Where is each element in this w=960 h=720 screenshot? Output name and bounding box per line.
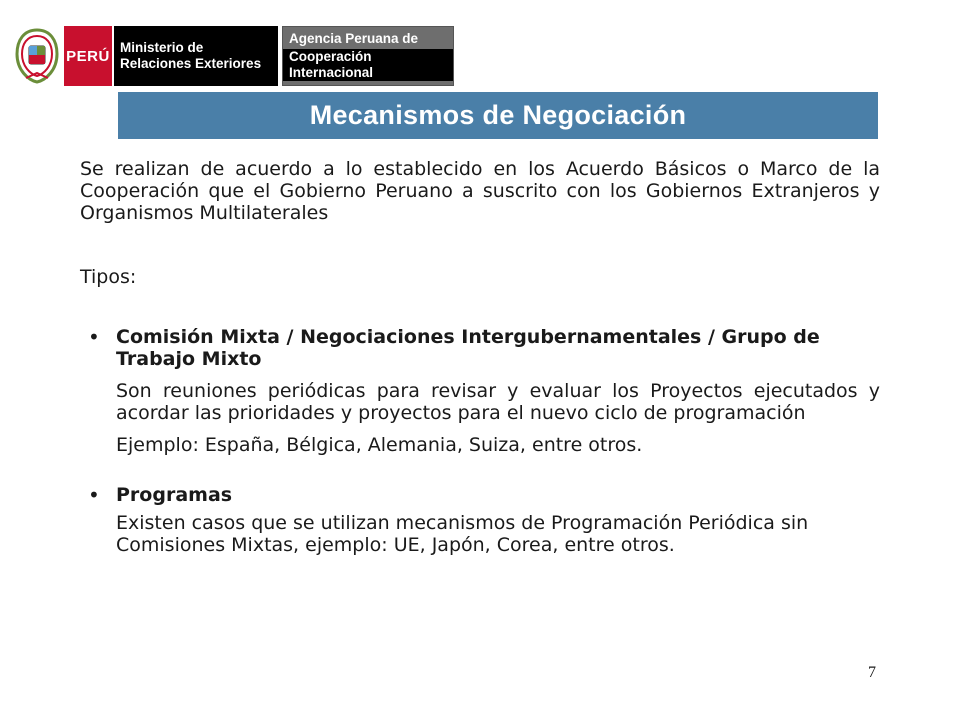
page-title: Mecanismos de Negociación <box>309 100 687 130</box>
ministry-name <box>112 26 278 86</box>
item-heading: Comisión Mixta / Negociaciones Intergubernamentales / Grupo de Trabajo Mixto <box>116 326 820 370</box>
intro-paragraph: Se realizan de acuerdo a lo establecido en los Acuerdo Básicos o Marco de la Cooperación que el Gobierno Peruano a suscrito con los Gobiernos Extranjeros y Organismos Multilaterales <box>80 158 880 224</box>
ministry-line-2: Relaciones Exteriores <box>120 56 262 71</box>
peru-label: PERÚ <box>64 26 112 86</box>
coat-of-arms-icon <box>14 26 60 84</box>
tipos-label: Tipos: <box>80 266 137 288</box>
item-example: Ejemplo: España, Bélgica, Alemania, Suiza, entre otros. <box>116 434 643 456</box>
page-number: 7 <box>868 664 876 681</box>
bullet-icon: • <box>88 483 100 507</box>
agency-name <box>282 26 454 86</box>
slide-content <box>80 158 880 556</box>
agency-line-1: Agencia Peruana de <box>289 31 419 46</box>
item-description: Existen casos que se utilizan mecanismos de Programación Periódica sin Comisiones Mixtas, ejemplo: UE, Japón, Corea, entre otros. <box>116 512 809 556</box>
ministry-line-1: Ministerio de <box>120 40 204 55</box>
bullet-icon: • <box>88 325 100 349</box>
institution-logo-bar <box>14 26 454 86</box>
item-description: Son reuniones periódicas para revisar y evaluar los Proyectos ejecutados y acordar las prioridades y proyectos para el nuevo ciclo de programación <box>116 380 880 424</box>
list-item <box>80 326 880 456</box>
item-heading: Programas <box>116 484 233 506</box>
agency-line-2: Cooperación Internacional <box>283 49 453 81</box>
list-item <box>80 484 880 556</box>
title-banner <box>118 92 878 139</box>
